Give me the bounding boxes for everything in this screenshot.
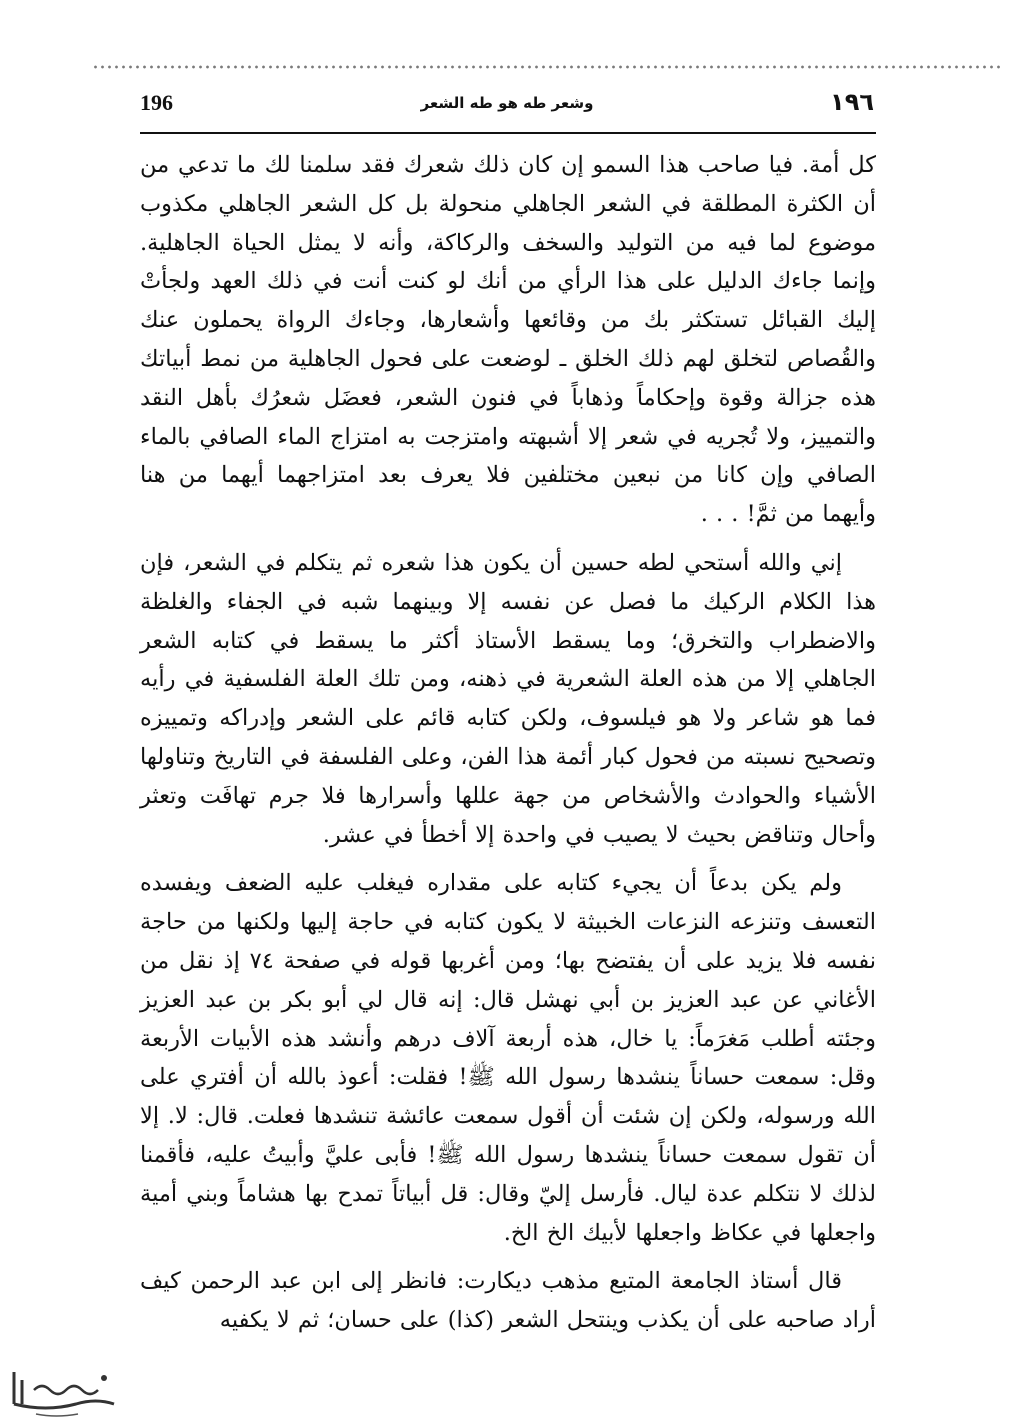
header-rule [140, 132, 876, 134]
decorative-dotted-rule [92, 63, 1000, 71]
page-number-latin: 196 [140, 90, 173, 115]
paragraph-1: كل أمة. فيا صاحب هذا السمو إن كان ذلك شعرك فقد سلمنا لك ما تدعي من أن الكثرة المطلقة في الشعر الجاهلي منحولة بل كل الشعر الجاهلي مكذوب موضوع لما فيه من التوليد والسخف والركاكة، وأنه لا يمثل الحياة الجاهلية. وإنما جاءك الدليل على هذا الرأي من أنك لو كنت أنت في ذلك العهد ولجأتْ إليك القبائل تستكثر بك من وقائعها وأشعارها، وجاءك الرواة يحملون عنك والقُصاص لتخلق لهم ذلك الخلق ـ لوضعت على فحول الجاهلية من نمط أبياتك هذه جزالة وقوة وإحكاماً وذهاباً في فنون الشعر، فعضَل شعرُك بأهل النقد والتمييز، ولا تُجريه في شعر إلا أشبهته وامتزجت به امتزاج الماء الصافي بالماء الصافي وإن كانا من نبعين مختلفين فلا يعرف بعد امتزاجهما أيهما من هنا وأيهما من ثمَّ! . . . [140, 152, 876, 528]
paragraph-4: قال أستاذ الجامعة المتبع مذهب ديكارت: فانظر إلى ابن عبد الرحمن كيف أراد صاحبه على أن يكذب وينتحل الشعر (كذا) على حسان؛ ثم لا يكفيه [140, 1268, 876, 1334]
running-title: وشعر طه هو طه الشعر [420, 94, 594, 112]
watermark-logo [6, 1360, 126, 1420]
body-text [140, 146, 876, 1340]
paragraph-2: إني والله أستحي لطه حسين أن يكون هذا شعره ثم يتكلم في الشعر، فإن هذا الكلام الركيك ما فصل عن نفسه إلا وبينهما شبه في الجفاء والغلظة والاضطراب والتخرق؛ وما يسقط الأستاذ أكثر ما يسقط في كتابه الشعر الجاهلي إلا من هذه العلة الشعرية في ذهنه، ومن تلك العلة الفلسفية في رأيه فما هو شاعر ولا هو فيلسوف، ولكن كتابه قائم على الشعر وإدراكه وتمييزه وتصحيح نسبته من فحول كبار أئمة هذا الفن، وعلى الفلسفة في التاريخ وتناولها الأشياء والحوادث والأشخاص من جهة عللها وأسرارها فلا جرم تهافَت وتعثر وأحال وتناقض بحيث لا يصيب في واحدة إلا أخطأ في عشر. [140, 549, 876, 848]
page-header [140, 86, 874, 126]
page-number-arabic: ١٩٦ [830, 88, 874, 116]
paragraph-3: ولم يكن بدعاً أن يجيء كتابه على مقداره فيغلب عليه الضعف ويفسده التعسف وتنزعه النزعات الخبيثة لا يكون كتابه في حاجة إليها ولكنها من حاجة نفسه فلا يزيد على أن يفتضح بها؛ ومن أغربها قوله في صفحة ٧٤ إذ نقل من الأغاني عن عبد العزيز بن أبي نهشل قال: إنه قال لي أبو بكر بن عبد العزيز وجئته أطلب مَغرَماً: يا خال، هذه أربعة آلاف درهم وأنشد هذه الأبيات الأربعة وقل: سمعت حساناً ينشدها رسول الله ﷺ! فقلت: أعوذ بالله أن أفتري على الله ورسوله، ولكن إن شئت أن أقول سمعت عائشة تنشدها فعلت. قال: لا. إلا أن تقول سمعت حساناً ينشدها رسول الله ﷺ! فأبى عليَّ وأبيتُ عليه، فأقمنا لذلك لا نتكلم عدة ليال. فأرسل إليّ وقال: قل أبياتاً تمدح بها هشاماً وبني أمية واجعلها في عكاظ واجعلها لأبيك الخ الخ. [140, 870, 876, 1246]
